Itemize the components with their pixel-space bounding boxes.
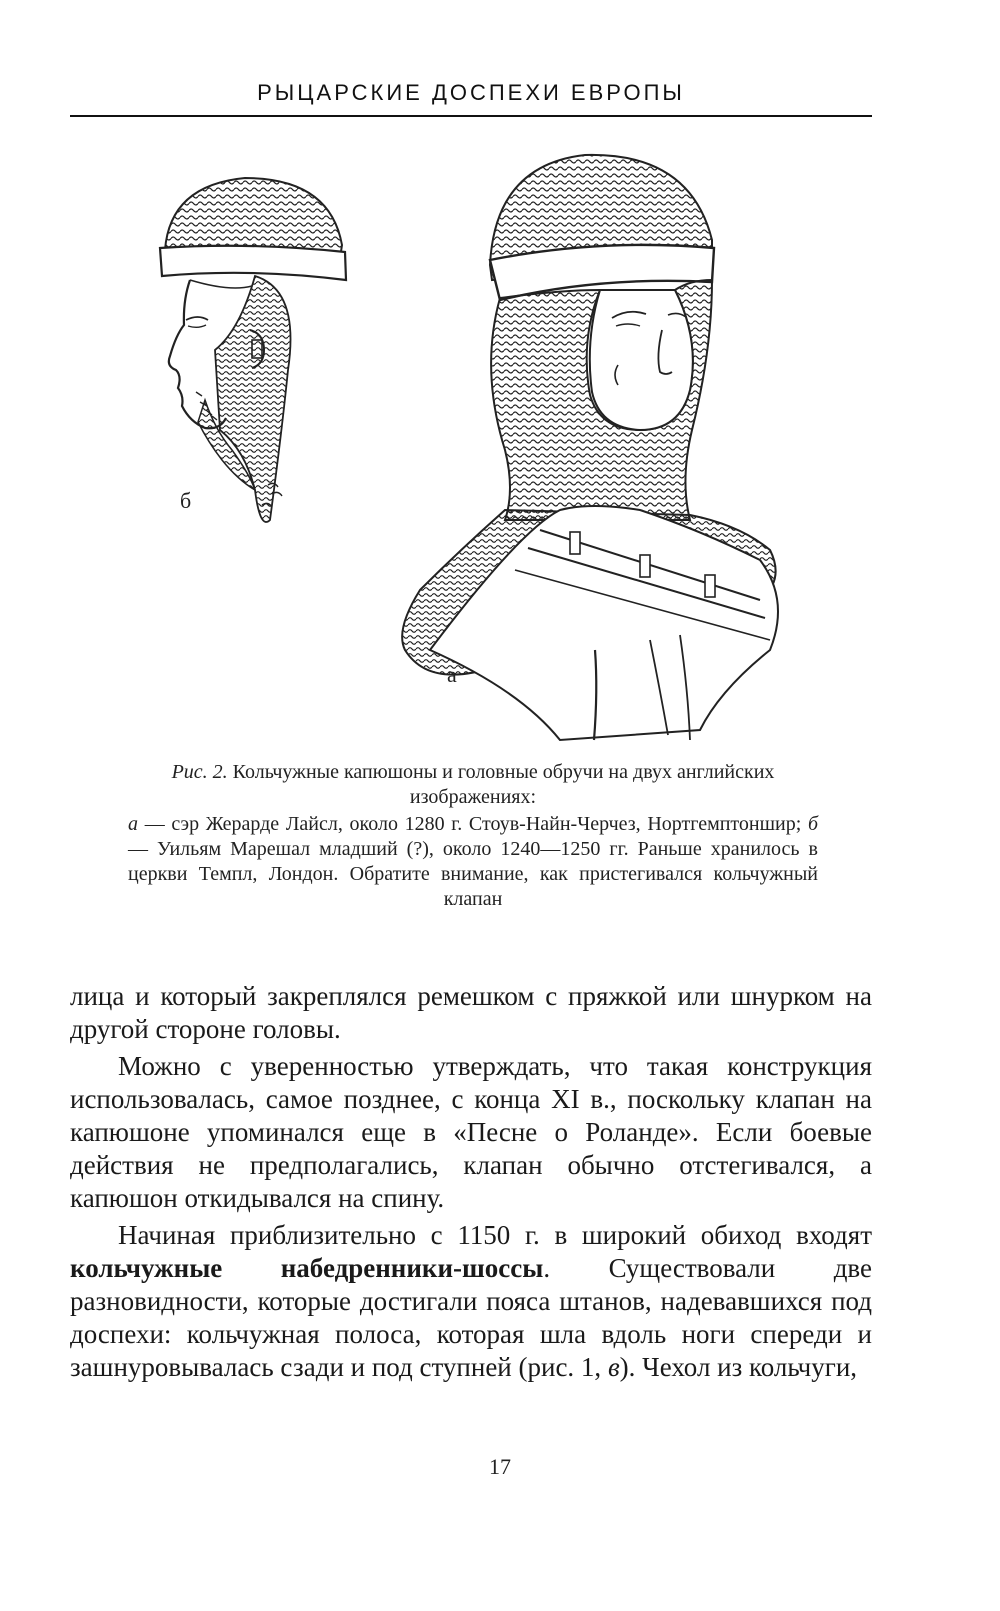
- paragraph-3-start: Начиная приблизительно с 1150 г. в широкий обиход входят: [118, 1220, 872, 1250]
- paragraph-3-italic: в: [607, 1352, 620, 1382]
- caption-title: Кольчужные капюшоны и головные обручи на двух английских изображениях:: [232, 761, 775, 808]
- figure-b-head: [160, 178, 346, 522]
- paragraph-3: [70, 1219, 872, 1384]
- caption-body: [128, 812, 818, 912]
- paragraph-3-end: ). Чехол из кольчуги,: [619, 1352, 858, 1382]
- caption-b-text: — Уильям Марешал младший (?), около 1240—1250 гг. Раньше хранилось в церкви Темпл, Лондон. Обратите внимание, как пристегивался кольчужный клапан: [128, 838, 818, 910]
- figure-label-a: а: [447, 662, 457, 687]
- paragraph-2: Можно с уверенностью утверждать, что такая конструкция использовалась, самое позднее, с конца XI в., поскольку клапан на капюшоне упоминался еще в «Песне о Роланде». Если боевые действия не предполагались, клапан обычно отстегивался, а капюшон откидывался на спину.: [70, 1051, 872, 1213]
- caption-title-line: [128, 760, 818, 810]
- body-text: [70, 980, 872, 1384]
- caption-a-letter: а: [128, 813, 138, 835]
- figure-a-bust: [402, 155, 778, 740]
- header-rule: [70, 115, 872, 117]
- paragraph-3-mid: . Существовали две разновидности, которые достигали пояса штанов, надевавшихся под доспехи: кольчужная полоса, которая шла вдоль ноги спереди и зашнуровывалась сзади и под ступней (рис. 1,: [70, 1253, 873, 1382]
- paragraph-3-bold-term: кольчужные набедренники-шоссы: [70, 1253, 544, 1283]
- figure-illustration: [0, 130, 1000, 770]
- mail-coif-drawing: [0, 130, 1000, 770]
- caption-prefix: Рис. 2.: [171, 761, 228, 783]
- caption-a-text: — сэр Жерарде Лайсл, около 1280 г. Стоув-Найн-Черчез, Нортгемптоншир;: [144, 813, 802, 835]
- caption-b-letter: б: [807, 813, 819, 835]
- figure-label-b: б: [180, 488, 192, 513]
- figure-caption: [128, 760, 818, 912]
- page-number: 17: [489, 1454, 511, 1479]
- running-header: РЫЦАРСКИЕ ДОСПЕХИ ЕВРОПЫ: [257, 80, 685, 105]
- paragraph-1: лица и который закреплялся ремешком с пряжкой или шнурком на другой стороне головы.: [70, 981, 872, 1044]
